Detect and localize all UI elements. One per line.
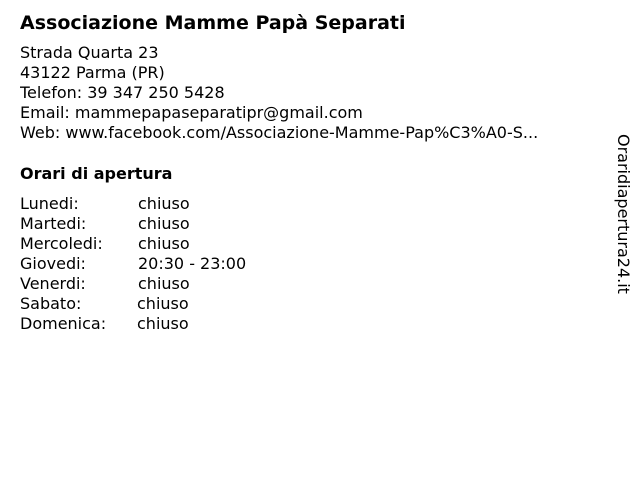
day-label: Sabato:: [20, 294, 82, 313]
hours-value: chiuso: [138, 274, 190, 293]
web-line: Web: www.facebook.com/Associazione-Mamme-Pap%C3%A0-S...: [20, 123, 539, 142]
hours-row-mercoledi: [20, 234, 320, 254]
hours-value: 20:30 - 23:00: [138, 254, 247, 273]
watermark-text: Oraridiapertura24.it: [614, 134, 633, 294]
address-city: 43122 Parma (PR): [20, 63, 165, 82]
hours-row-martedi: [20, 214, 320, 234]
day-label: Domenica:: [20, 314, 107, 333]
phone-line: Telefon: 39 347 250 5428: [20, 83, 225, 102]
hours-row-sabato: [20, 294, 320, 314]
day-label: Martedi:: [20, 214, 87, 233]
hours-value: chiuso: [137, 294, 189, 313]
day-label: Giovedi:: [20, 254, 86, 273]
hours-value: chiuso: [137, 314, 189, 333]
day-label: Mercoledi:: [20, 234, 103, 253]
hours-row-venerdi: [20, 274, 320, 294]
hours-value: chiuso: [138, 214, 190, 233]
opening-hours-title: Orari di apertura: [20, 164, 173, 183]
hours-value: chiuso: [138, 234, 190, 253]
hours-row-domenica: [20, 314, 320, 334]
day-label: Lunedi:: [20, 194, 79, 213]
day-label: Venerdi:: [20, 274, 86, 293]
business-name: Associazione Mamme Papà Separati: [20, 12, 406, 34]
address-street: Strada Quarta 23: [20, 43, 159, 62]
hours-row-lunedi: [20, 194, 320, 214]
hours-value: chiuso: [138, 194, 190, 213]
site-watermark: [610, 134, 636, 310]
opening-hours-table: [20, 194, 320, 334]
contact-info: [20, 43, 600, 143]
email-line: Email: mammepapaseparatipr@gmail.com: [20, 103, 363, 122]
hours-row-giovedi: [20, 254, 320, 274]
